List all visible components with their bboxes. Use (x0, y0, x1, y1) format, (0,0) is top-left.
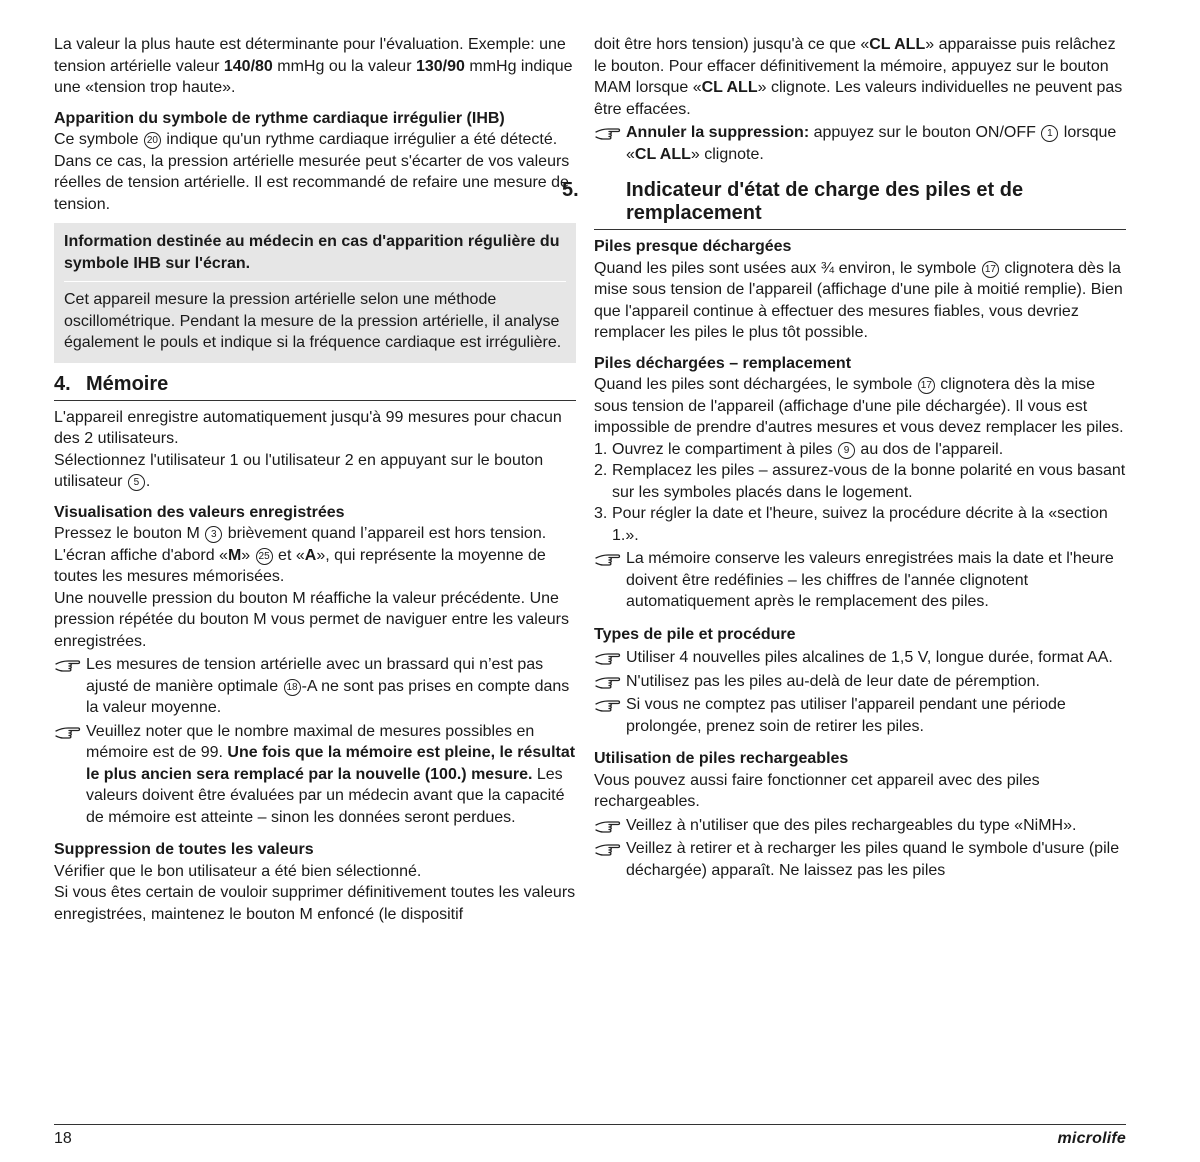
delete-paragraph-1: Vérifier que le bon utilisateur a été bien sélectionné. (54, 862, 422, 880)
note-memory-kept: La mémoire conserve les valeurs enregistrées mais la date et l'heure doivent être redéfinies – les chiffres de l'année clignotent automatiquement après le remplacement des piles. (594, 548, 1126, 613)
section-5-heading: 5. Indicateur d'état de charge des piles et de remplacement (594, 179, 1126, 230)
low-battery-paragraph: Quand les piles sont usées aux ¾ environ, le symbole 17 clignotera dès la mise sous tension de l'appareil (affichage d'une pile à moitié remplie). Bien que l'appareil continue à effectuer des mesures fiables, vous devriez remplacer les piles le plus tôt possible. (594, 259, 1123, 341)
empty-battery-heading: Piles déchargées – remplacement (594, 354, 852, 372)
page-number: 18 (54, 1130, 72, 1147)
evaluation-paragraph: La valeur la plus haute est déterminante pour l'évaluation. Exemple: une tension artérielle valeur 140/80 mmHg ou la valeur 130/90 mmHg indique une «tension trop haute». (54, 36, 573, 96)
battery-types-heading: Types de pile et procédure (594, 625, 796, 643)
page-footer (54, 1124, 1126, 1147)
pointing-hand-icon (594, 549, 626, 569)
note-cancel-delete: Annuler la suppression: appuyez sur le bouton ON/OFF 1 lorsque «CL ALL» clignote. (594, 122, 1126, 165)
ihb-paragraph: Ce symbole 20 indique qu'un rythme cardiaque irrégulier a été détecté. Dans ce cas, la pression artérielle mesurée peut s'écarter de vos valeurs réelles de tension artérielle. Il est recommandé de refaire une mesure de tension. (54, 131, 570, 213)
doctor-info-box (54, 223, 576, 363)
ref-5-marker: 5 (128, 474, 145, 491)
ref-3-marker: 3 (205, 526, 222, 543)
rechargeable-paragraph: Vous pouvez aussi faire fonctionner cet appareil avec des piles rechargeables. (594, 771, 1040, 810)
right-column (562, 34, 1126, 883)
delete-all-heading: Suppression de toutes les valeurs (54, 841, 314, 858)
ref-25-marker: 25 (256, 548, 273, 565)
pointing-hand-icon (594, 695, 626, 715)
note-cuff: Les mesures de tension artérielle avec un brassard qui n’est pas ajusté de manière optimale 18 -A ne sont pas prises en compte dans la valeur moyenne. (54, 654, 576, 719)
rechargeable-heading: Utilisation de piles rechargeables (594, 750, 849, 767)
brand-logo: microlife (1057, 1130, 1126, 1147)
empty-battery-paragraph: Quand les piles sont déchargées, le symbole 17 clignotera dès la mise sous tension de l'appareil (affichage d'une pile déchargée). Il vous est impossible de prendre d'autres mesures et vous devez remplacer les piles. (594, 376, 1124, 436)
pointing-hand-icon (594, 816, 626, 836)
pointing-hand-icon (594, 839, 626, 859)
ref-17-marker: 17 (918, 377, 935, 394)
list-item: 1. Ouvrez le compartiment à piles 9 au dos de l'appareil. (594, 440, 1004, 458)
delete-continued-paragraph: doit être hors tension) jusqu'à ce que «CL ALL» apparaisse puis relâchez le bouton. Pour effacer définitivement la mémoire, appuyez sur le bouton MAM lorsque «CL ALL» clignote. Les valeurs individuelles ne peuvent pas être effacées. (594, 36, 1123, 118)
pointing-hand-icon (54, 722, 86, 742)
ihb-heading: Apparition du symbole de rythme cardiaque irrégulier (IHB) (54, 109, 505, 127)
pointing-hand-icon (594, 672, 626, 692)
pointing-hand-icon (594, 123, 626, 143)
note-expiry: N'utilisez pas les piles au-delà de leur date de péremption. (594, 671, 1126, 693)
delete-paragraph-2: Si vous êtes certain de vouloir supprimer définitivement toutes les valeurs enregistrées, maintenez le bouton M enfoncé (le dispositif (54, 884, 576, 923)
low-battery-heading: Piles presque déchargées (594, 238, 792, 255)
memory-paragraph-1: L'appareil enregistre automatiquement jusqu'à 99 mesures pour chacun des 2 utilisateurs. (54, 408, 562, 447)
doctor-info-title: Information destinée au médecin en cas d'apparition régulière du symbole IHB sur l'écran. (64, 231, 566, 282)
ref-17-marker: 17 (982, 261, 999, 278)
note-battery-type: Utiliser 4 nouvelles piles alcalines de 1,5 V, longue durée, format AA. (594, 647, 1126, 669)
ref-20-marker: 20 (144, 132, 161, 149)
ref-1-marker: 1 (1041, 125, 1058, 142)
list-item: 3. Pour régler la date et l'heure, suivez la procédure décrite à la «section 1.». (594, 505, 1108, 544)
note-recharge: Veillez à retirer et à recharger les piles quand le symbole d'usure (pile déchargée) apparaît. Ne laissez pas les piles (594, 838, 1126, 881)
note-memory-capacity: Veuillez noter que le nombre maximal de mesures possibles en mémoire est de 99. Une fois que la mémoire est pleine, le résultat le plus ancien sera remplacé par la nouvelle (100.) mesure. Les valeurs doivent être évaluées par un médecin avant que la capacité de mémoire est atteinte – sinon les données seront perdues. (54, 721, 576, 829)
note-remove-batteries: Si vous ne comptez pas utiliser l'appareil pendant une période prolongée, prenez soin de retirer les piles. (594, 694, 1126, 737)
pointing-hand-icon (594, 648, 626, 668)
view-values-heading: Visualisation des valeurs enregistrées (54, 503, 345, 521)
doctor-info-text: Cet appareil mesure la pression artérielle selon une méthode oscillométrique. Pendant la mesure de la pression artérielle, il analyse également le pouls et indique si la fréquence cardiaque est irrégulière. (64, 291, 562, 351)
left-column (54, 34, 576, 925)
section-4-heading: 4. Mémoire (54, 373, 576, 401)
list-item: 2. Remplacez les piles – assurez-vous de la bonne polarité en vous basant sur les symboles placés dans le logement. (594, 462, 1126, 501)
ref-18-marker: 18 (284, 679, 301, 696)
view-values-paragraph: Pressez le bouton M 3 brièvement quand l’appareil est hors tension. L'écran affiche d'abord «M» 25 et «A», qui représente la moyenne de toutes les mesures mémorisées. (54, 525, 547, 585)
view-values-paragraph-2: Une nouvelle pression du bouton M réaffiche la valeur précédente. Une pression répétée du bouton M vous permet de naviguer entre les valeurs enregistrées. (54, 589, 569, 650)
memory-paragraph-2: Sélectionnez l'utilisateur 1 ou l'utilisateur 2 en appuyant sur le bouton utilisateur 5 . (54, 451, 544, 490)
replacement-steps (594, 439, 1126, 547)
ref-9-marker: 9 (838, 442, 855, 459)
pointing-hand-icon (54, 655, 86, 675)
note-nimh: Veillez à n'utiliser que des piles rechargeables du type «NiMH». (594, 815, 1126, 837)
